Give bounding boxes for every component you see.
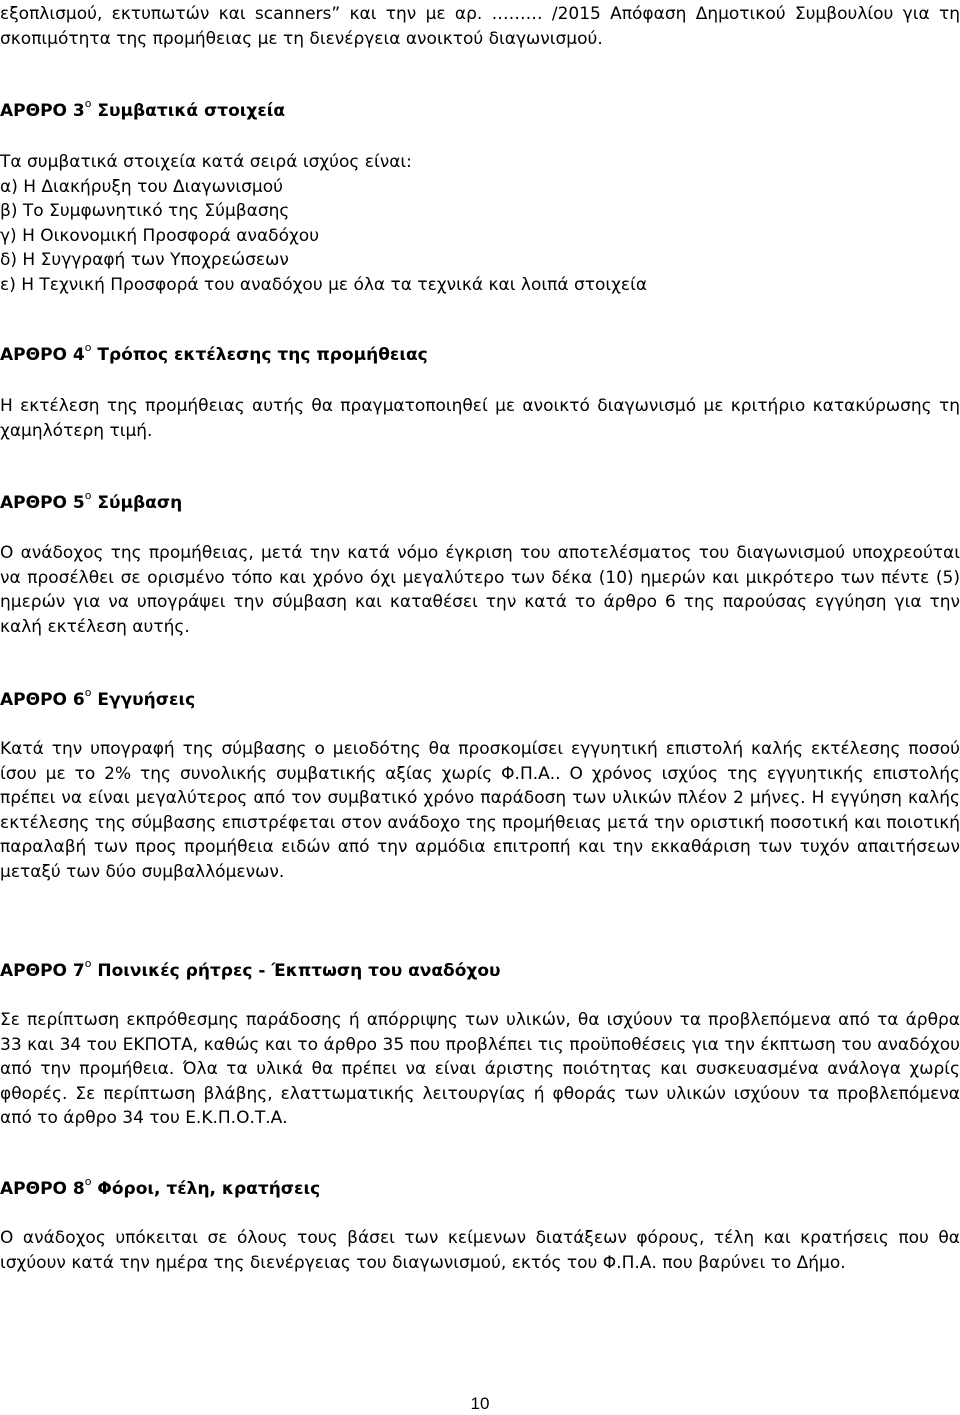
article-8-number: ΑΡΘΡΟ 8 — [0, 1179, 85, 1199]
article-8-ordinal: ο — [84, 1175, 92, 1189]
list-item: ε) Η Τεχνική Προσφορά του αναδόχου με όλα τα τεχνικά και λοιπά στοιχεία — [0, 274, 648, 295]
article-3-intro: Τα συμβατικά στοιχεία κατά σειρά ισχύος είναι: — [0, 152, 412, 172]
article-8-text: Ο ανάδοχος υπόκειται σε όλους τους βάσει των κείμενων διατάξεων φόρους, τέλη και κρατήσεις που θα ισχύουν κατά την ημέρα της διενέργειας του διαγωνισμού, εκτός του Φ.Π.Α. που βαρύνει το Δήμο. — [0, 1228, 960, 1273]
article-3-heading — [0, 99, 960, 123]
article-6-title: Εγγυήσεις — [97, 690, 196, 710]
article-7-heading — [0, 959, 960, 983]
article-7-ordinal: ο — [84, 957, 92, 971]
article-6-text: Κατά την υπογραφή της σύμβασης ο μειοδότης θα προσκομίσει εγγυητική επιστολή καλής εκτέλεσης ποσού ίσου με το 2% της συνολικής συμβατικής αξίας χωρίς Φ.Π.Α.. Ο χρόνος ισχύος της εγγυητικής επιστολής πρέπει να είναι μεγαλύτερος από τον συμβατικό χρόνο παράδοση των υλικών πλέον 2 μήνες. Η εγγύηση καλής εκτέλεσης της σύμβασης επιστρέφεται στον ανάδοχο της προμήθειας μετά την οριστική ποσοτική και ποιοτική παραλαβή των προς προμήθεια ειδών από την αρμόδια επιτροπή και την εκκαθάριση των τυχόν απαιτήσεων μεταξύ των δύο συμβαλλόμενων. — [0, 739, 960, 882]
list-item: γ) Η Οικονομική Προσφορά αναδόχου — [0, 225, 320, 246]
article-4-heading — [0, 343, 960, 367]
article-3-body — [0, 150, 960, 297]
article-4-title: Τρόπος εκτέλεσης της προμήθειας — [97, 345, 428, 365]
article-3-title: Συμβατικά στοιχεία — [97, 101, 286, 121]
article-5-title: Σύμβαση — [97, 493, 183, 513]
article-6-ordinal: ο — [84, 686, 92, 700]
article-3-number: ΑΡΘΡΟ 3 — [0, 101, 85, 121]
list-item: δ) Η Συγγραφή των Υποχρεώσεων — [0, 250, 289, 270]
article-6-heading — [0, 688, 960, 712]
list-item: α) Η Διακήρυξη του Διαγωνισμού — [0, 176, 283, 197]
list-item: β) Το Συμφωνητικό της Σύμβασης — [0, 201, 290, 221]
article-4-number: ΑΡΘΡΟ 4 — [0, 345, 85, 365]
intro-paragraph: εξοπλισμού, εκτυπωτών και scanners” και την με αρ. ……… /2015 Απόφαση Δημοτικού Συμβουλίου για τη σκοπιμότητα της προμήθειας με τη διενέργεια ανοικτού διαγωνισμού. — [0, 4, 960, 49]
article-5-heading — [0, 491, 960, 515]
article-7-number: ΑΡΘΡΟ 7 — [0, 961, 85, 981]
article-5-number: ΑΡΘΡΟ 5 — [0, 493, 85, 513]
article-3-ordinal: ο — [84, 97, 92, 111]
article-8-heading — [0, 1177, 960, 1201]
article-4-text: Η εκτέλεση της προμήθειας αυτής θα πραγματοποιηθεί με ανοικτό διαγωνισμό με κριτήριο κατακύρωσης τη χαμηλότερη τιμή. — [0, 396, 960, 441]
article-4-ordinal: ο — [84, 341, 92, 355]
article-7-text: Σε περίπτωση εκπρόθεσμης παράδοσης ή απόρριψης των υλικών, θα ισχύουν τα προβλεπόμενα από τα άρθρα 33 και 34 του ΕΚΠΟΤΑ, καθώς και το άρθρο 35 που προβλέπει τις προϋποθέσεις για την έκπτωση του αναδόχου από την προμήθεια. Όλα τα υλικά θα πρέπει να είναι άριστης ποιότητας και συσκευασμένα ανάλογα χωρίς φθορές. Σε περίπτωση βλάβης, ελαττωματικής λειτουργίας ή φθοράς των υλικών ισχύουν τα προβλεπόμενα από το άρθρο 34 του Ε.Κ.Π.Ο.Τ.Α. — [0, 1010, 960, 1128]
article-5-ordinal: ο — [84, 489, 92, 503]
article-6-number: ΑΡΘΡΟ 6 — [0, 690, 85, 710]
article-5-text: Ο ανάδοχος της προμήθειας, μετά την κατά νόμο έγκριση του αποτελέσματος του διαγωνισμού υποχρεούται να προσέλθει σε ορισμένο τόπο και χρόνο όχι μεγαλύτερο των δέκα (10) ημερών και μικρότερο των πέντε (5) ημερών για να υπογράψει την σύμβαση και καταθέσει την κατά το άρθρο 6 της παρούσας εγγύηση για την καλή εκτέλεση αυτής. — [0, 543, 960, 637]
article-7-title: Ποινικές ρήτρες - Έκπτωση του αναδόχου — [97, 961, 501, 981]
page-number: 10 — [470, 1394, 490, 1413]
article-8-title: Φόροι, τέλη, κρατήσεις — [97, 1179, 321, 1199]
